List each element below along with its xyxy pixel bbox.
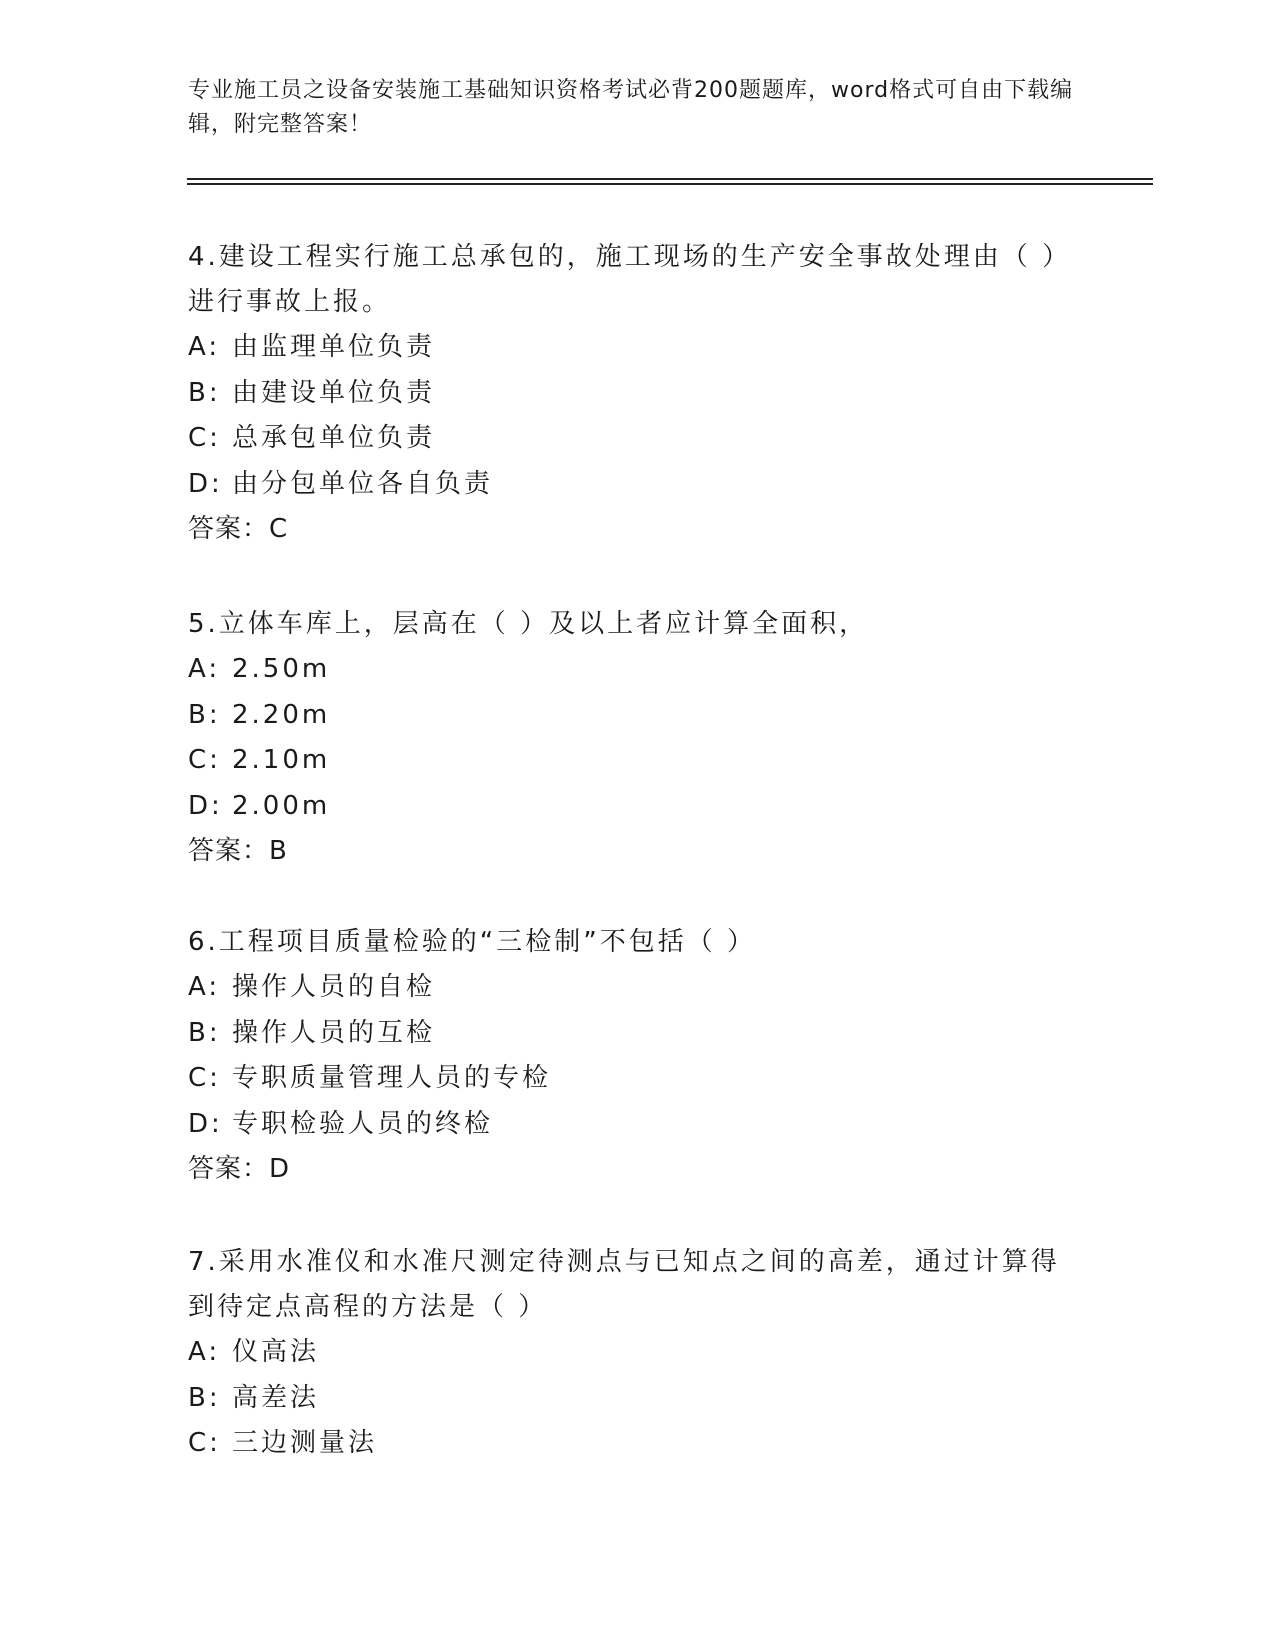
option-text: 2.10m	[232, 745, 331, 775]
option-letter: C:	[188, 745, 221, 775]
option-c	[188, 738, 1088, 784]
option-text: 总承包单位负责	[232, 423, 436, 453]
question-stem: 6.工程项目质量检验的“三检制”不包括（ ）	[188, 927, 757, 957]
option-letter: C:	[188, 1063, 221, 1093]
option-letter: B:	[188, 699, 221, 730]
option-text: 专职质量管理人员的专检	[232, 1063, 552, 1093]
option-letter: D:	[188, 468, 223, 499]
question-stem: 5.立体车库上，层高在（ ）及以上者应计算全面积，	[188, 609, 869, 639]
option-text: 操作人员的自检	[232, 972, 436, 1002]
question-item	[188, 1240, 1088, 1467]
option-list	[188, 325, 1088, 507]
option-b	[188, 371, 1088, 417]
header-divider-bottom	[187, 183, 1153, 185]
answer-line: 答案：B	[188, 836, 288, 866]
option-text: 专职检验人员的终检	[232, 1108, 494, 1139]
option-text: 仪高法	[232, 1337, 320, 1367]
option-a	[188, 647, 1088, 693]
document-intro: 专业施工员之设备安装施工基础知识资格考试必背200题题库，word格式可自由下载编辑，附完整答案！	[188, 78, 1074, 137]
option-text: 三边测量法	[232, 1428, 378, 1458]
question-stem: 4.建设工程实行施工总承包的，施工现场的生产安全事故处理由（ ）进行事故上报。	[188, 242, 1072, 317]
option-c	[188, 416, 1088, 462]
question-stem: 7.采用水准仪和水准尺测定待测点与已知点之间的高差，通过计算得到待定点高程的方法是（ ）	[188, 1247, 1060, 1322]
option-text: 2.20m	[232, 699, 331, 730]
option-letter: A:	[188, 654, 221, 684]
option-text: 由分包单位各自负责	[232, 468, 494, 499]
option-text: 由建设单位负责	[232, 377, 436, 408]
option-letter: B:	[188, 1382, 221, 1413]
option-letter: A:	[188, 972, 221, 1002]
question-item	[188, 602, 1088, 874]
option-letter: C:	[188, 1428, 221, 1458]
option-list	[188, 965, 1088, 1147]
option-b	[188, 1376, 1088, 1422]
option-letter: B:	[188, 1017, 221, 1048]
question-item	[188, 235, 1088, 552]
option-b	[188, 1011, 1088, 1057]
option-text: 高差法	[232, 1382, 320, 1413]
option-a	[188, 1330, 1088, 1376]
option-text: 操作人员的互检	[232, 1017, 436, 1048]
answer-line: 答案：D	[188, 1154, 291, 1184]
option-list	[188, 647, 1088, 829]
option-letter: A:	[188, 1337, 221, 1367]
option-text: 由监理单位负责	[232, 332, 436, 362]
option-d	[188, 462, 1088, 508]
option-text: 2.50m	[232, 654, 331, 684]
option-b	[188, 693, 1088, 739]
header-divider-top	[187, 178, 1153, 180]
option-c	[188, 1421, 1088, 1467]
option-c	[188, 1056, 1088, 1102]
option-d	[188, 1102, 1088, 1148]
option-letter: B:	[188, 377, 221, 408]
option-letter: A:	[188, 332, 221, 362]
answer-line: 答案：C	[188, 514, 289, 544]
option-a	[188, 965, 1088, 1011]
option-d	[188, 784, 1088, 830]
option-letter: D:	[188, 790, 223, 821]
option-a	[188, 325, 1088, 371]
option-list	[188, 1330, 1088, 1467]
option-text: 2.00m	[232, 790, 331, 821]
option-letter: C:	[188, 423, 221, 453]
option-letter: D:	[188, 1108, 223, 1139]
question-item	[188, 920, 1088, 1192]
